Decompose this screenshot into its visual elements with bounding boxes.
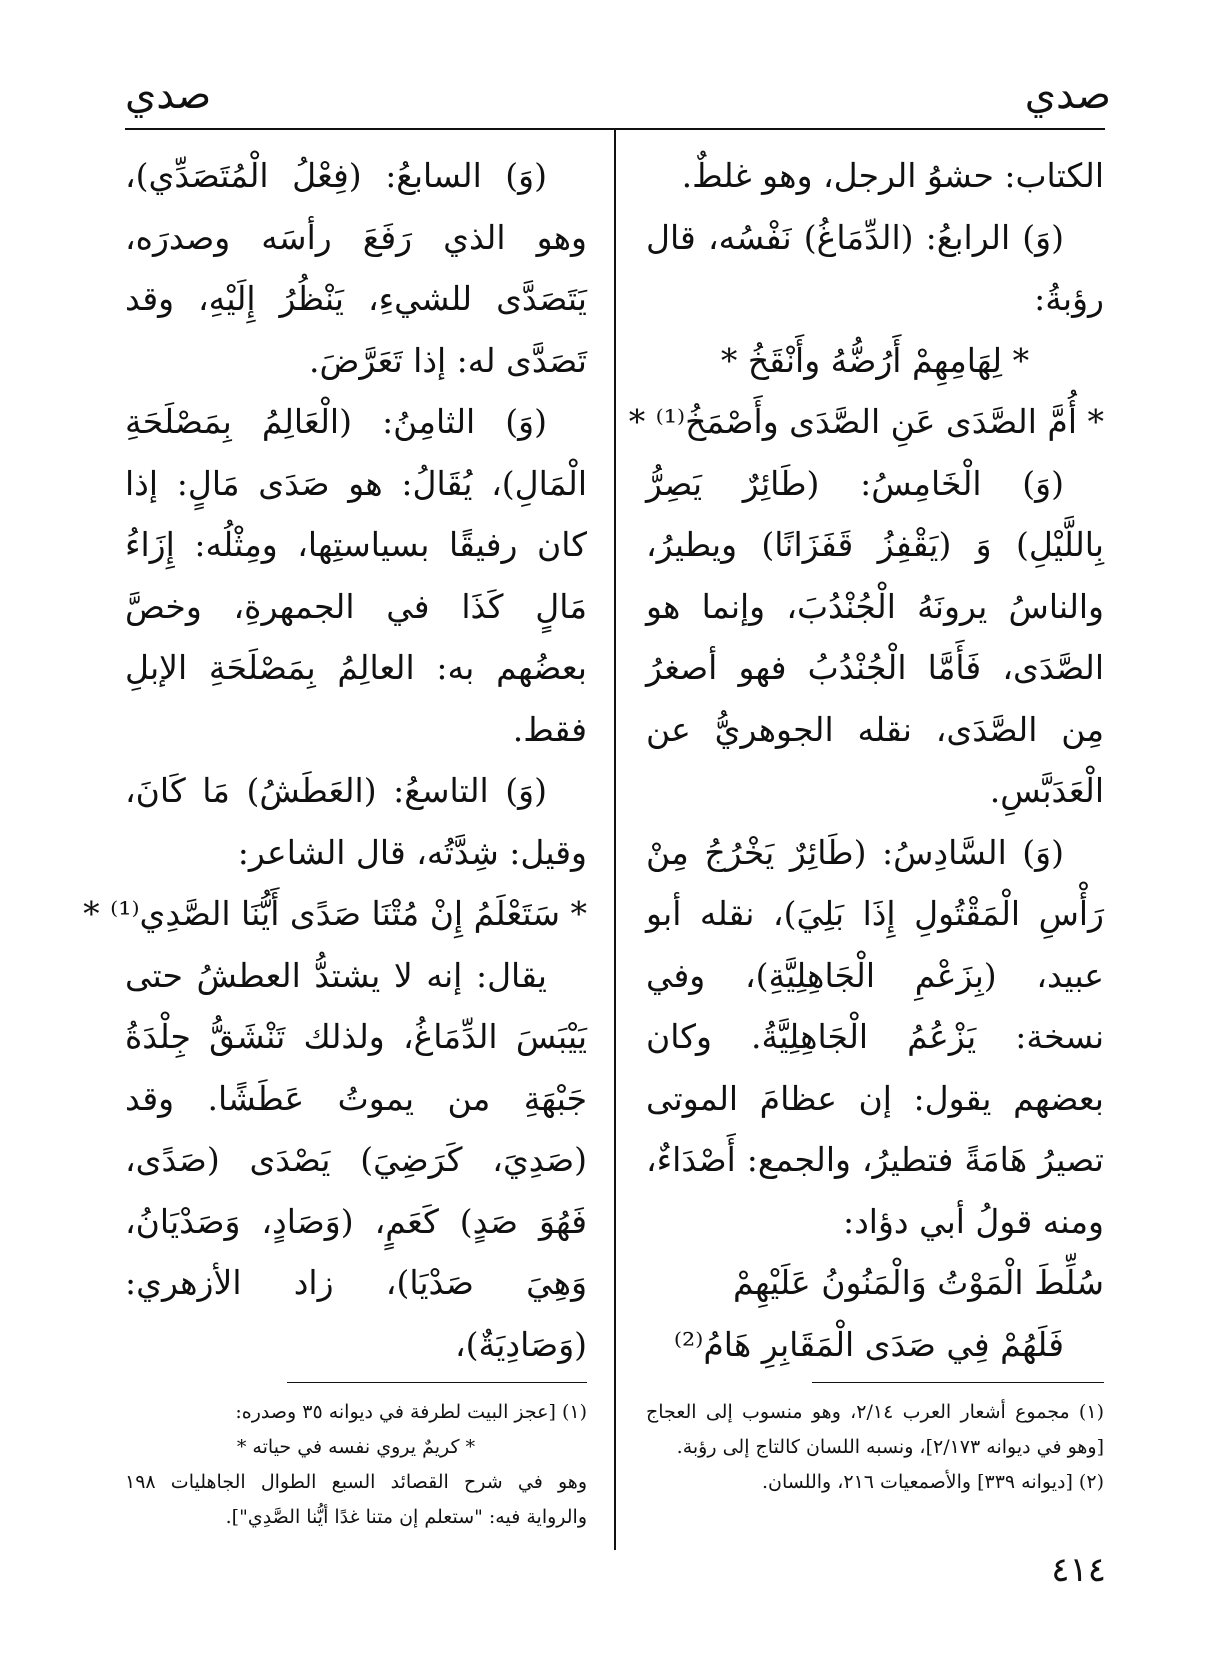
page-number: ٤١٤: [1051, 1550, 1106, 1590]
footnote-verse: * كريمٌ يروي نفسه في حياته *: [236, 1436, 476, 1458]
text-line: (وَ) الرابعُ: (الدِّمَاغُ) نَفْسُه، قال رؤبةُ:: [646, 217, 1104, 318]
footnote-rule-right: [812, 1382, 1104, 1383]
footnotes-right: [646, 1395, 1104, 1500]
text-paragraph: (وَ) الثامِنُ: (الْعَالِمُ بِمَصْلَحَةِ الْمَالِ)، يُقَالُ: هو صَدَى مَالٍ: إذا كان رفيقًا بسياستِها، ومِثْلُه: إِزَاءُ مَالٍ كَذَا في الجمهرةِ، وخصَّ بعضُهم به: العالِمُ بِمَصْلَحَةِ الإبلِ فقط.: [125, 402, 587, 749]
poem-line: سُلِّطَ الْمَوْتُ وَالْمَنُونُ عَلَيْهِمْ: [732, 1263, 1104, 1302]
text-paragraph: (وَ) السَّادِسُ: (طَائِرٌ يَخْرُجُ مِنْ رَأْسِ الْمَقْتُولِ إِذَا بَلِيَ)، نقله أبو عبيد، (بِزَعْمِ الْجَاهِلِيَّةِ)، وفي نسخة: يَزْعُمُ الْجَاهِلِيَّةُ. وكان بعضهم يقول: إن عظامَ الموتى تصيرُ هَامَةً فتطيرُ، والجمع: أَصْدَاءٌ، ومنه قولُ أبي دؤاد:: [646, 832, 1104, 1241]
footnote: وهو في شرح القصائد السبع الطوال الجاهليات ١٩٨ والرواية فيه: "ستعلم إن متنا غدًا أيُّنا الصَّدِي"].: [125, 1471, 587, 1528]
verse-line: * لِهَامِهِمْ أَرُضُّهُ وأَنْقَخُ *: [720, 340, 1030, 380]
text-paragraph: (وَ) الْخَامِسُ: (طَائِرٌ يَصِرُّ بِاللَّيْلِ) وَ (يَقْفِزُ قَفَزَانًا) ويطيرُ، والناسُ يرونَهُ الْجُنْدُبَ، وإنما هو الصَّدَى، فَأَمَّا الْجُنْدُبُ فهو أصغرُ مِن الصَّدَى، نقله الجوهريُّ عن الْعَدَبَّسِ.: [646, 463, 1104, 810]
text-paragraph: يقال: إنه لا يشتدُّ العطشُ حتى يَيْبَسَ الدِّمَاغُ، ولذلك تَنْشَقُّ جِلْدَةُ جَبْهَةِ من يموتُ عَطَشًا. وقد (صَدِيَ، كَرَضِيَ) يَصْدَى (صَدًى، فَهُوَ صَدٍ) كَعَمٍ، (وَصَادٍ، وَصَدْيَانُ، وَهِيَ صَدْيَا)، زاد الأزهري: (وَصَادِيَةٌ)،: [125, 955, 587, 1364]
running-header-left: صدي: [125, 72, 212, 118]
text-paragraph: (وَ) السابعُ: (فِعْلُ الْمُتَصَدِّي)، وهو الذي رَفَعَ رأسَه وصدرَه، يَتَصَدَّى للشيءِ، يَنْظُرُ إِلَيْهِ، وقد تَصَدَّى له: إذا تَعَرَّضَ.: [125, 156, 587, 380]
footnote-rule-left: [287, 1382, 587, 1383]
footnote: (١) مجموع أشعار العرب ٢/١٤، وهو منسوب إلى العجاج [وهو في ديوانه ٢/١٧٣]، ونسبه اللسان كالتاج إلى رؤبة.: [646, 1401, 1104, 1458]
footnote: (٢) [ديوانه ٣٣٩] والأصمعيات ٢١٦، واللسان.: [761, 1471, 1104, 1493]
footnotes-left: [125, 1395, 587, 1535]
verse-line: * أُمَّ الصَّدَى عَنِ الصَّدَى وأَصْمَخُ⁽¹⁾ *: [628, 402, 1104, 441]
text-line: الكتاب: حشوُ الرجل، وهو غلطٌ.: [681, 156, 1104, 195]
column-divider: [614, 128, 616, 1550]
text-paragraph: (وَ) التاسعُ: (العَطَشُ) مَا كَانَ، وقيل: شِدَّتُه، قال الشاعر:: [125, 771, 587, 872]
right-column: [628, 145, 1104, 1375]
running-header-right: صدي: [1024, 72, 1111, 118]
footnote: (١) [عجز البيت لطرفة في ديوانه ٣٥ وصدره:: [235, 1401, 587, 1423]
left-column: [83, 145, 587, 1375]
verse-line: * سَتَعْلَمُ إِنْ مُتْنَا صَدًى أَيُّنَا الصَّدِي⁽¹⁾ *: [83, 894, 587, 933]
poem-line: فَلَهُمْ فِي صَدَى الْمَقَابِرِ هَامُ⁽²⁾: [673, 1324, 1064, 1364]
